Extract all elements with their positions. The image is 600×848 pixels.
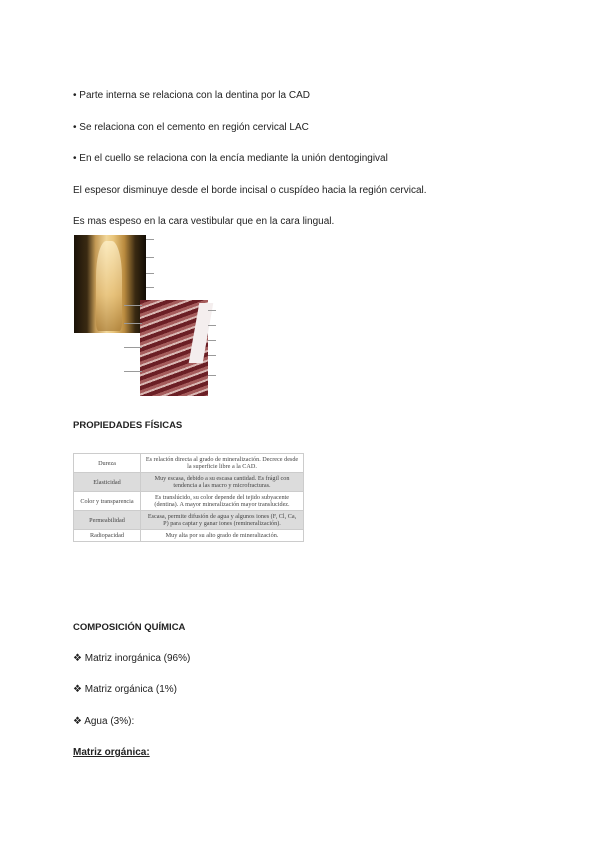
bullet-dentogingival: • En el cuello se relaciona con la encía mediante la unión dentogingival <box>73 153 388 164</box>
property-name: Color y transparencia <box>74 492 141 511</box>
table-row <box>74 454 304 473</box>
table-row <box>74 511 304 530</box>
properties-table <box>73 453 304 542</box>
property-description: Es translúcido, su color depende del tejido subyacente (dentina). A mayor mineralización mayor translucidez. <box>141 492 304 511</box>
property-description: Es relación directa al grado de mineralización. Decrece desde la superficie libre a la CAD. <box>141 454 304 473</box>
paragraph-vestibular: Es mas espeso en la cara vestibular que en la cara lingual. <box>73 216 335 227</box>
property-name: Dureza <box>74 454 141 473</box>
property-name: Permeabilidad <box>74 511 141 530</box>
table-row <box>74 492 304 511</box>
property-description: Escasa, permite difusión de agua y algunos iones (F, Cl, Ca, P) para captar y ganar iones (remineralización). <box>141 511 304 530</box>
composition-item-inorganic: ❖ Matriz inorgánica (96%) <box>73 653 191 664</box>
paragraph-espesor: El espesor disminuye desde el borde incisal o cuspídeo hacia la región cervical. <box>73 185 427 196</box>
section-heading-chemical: COMPOSICIÓN QUÍMICA <box>73 622 186 633</box>
subheading-organic-matrix: Matriz orgánica: <box>73 747 150 758</box>
composition-item-water: ❖ Agua (3%): <box>73 716 135 727</box>
property-name: Elasticidad <box>74 473 141 492</box>
tooth-section-image <box>74 235 146 333</box>
table-row <box>74 473 304 492</box>
property-name: Radiopacidad <box>74 530 141 542</box>
bullet-lac: • Se relaciona con el cemento en región cervical LAC <box>73 122 309 133</box>
enamel-figure <box>74 235 230 397</box>
property-description: Muy alta por su alto grado de mineralización. <box>141 530 304 542</box>
section-heading-physical: PROPIEDADES FÍSICAS <box>73 420 183 431</box>
property-description: Muy escasa, debido a su escasa cantidad. Es frágil con tendencia a las macro y microfracturas. <box>141 473 304 492</box>
bullet-cad: • Parte interna se relaciona con la dentina por la CAD <box>73 90 310 101</box>
table-row <box>74 530 304 542</box>
composition-item-organic: ❖ Matriz orgánica (1%) <box>73 684 177 695</box>
